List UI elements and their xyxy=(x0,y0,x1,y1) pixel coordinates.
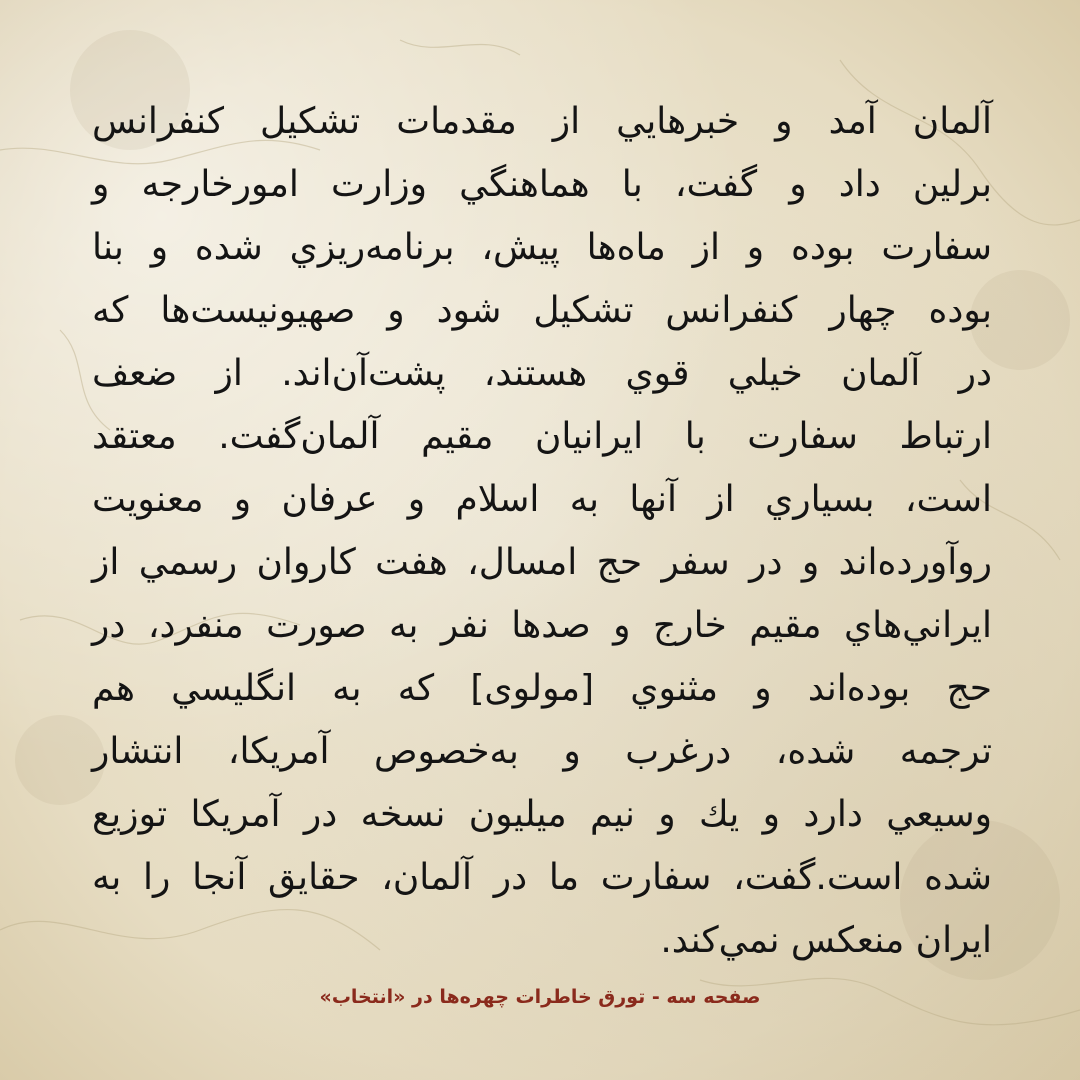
paragraph-line: آلمان آمد و خبرهايي از مقدمات تشكيل كنفرانس xyxy=(92,101,992,142)
paragraph-line: ايراني‌هاي مقيم خارج و صدها نفر به صورت منفرد، در xyxy=(92,605,992,646)
paragraph-line: ارتباط سفارت با ايرانيان مقيم آلمان‌گفت. معتقد xyxy=(92,416,992,457)
article-paragraph xyxy=(92,90,992,972)
paragraph-line: وسيعي دارد و يك و نيم ميليون نسخه در آمريكا توزيع xyxy=(92,794,992,835)
paragraph-line: روآورده‌اند و در سفر حج امسال، هفت كاروان رسمي از xyxy=(92,542,992,583)
paragraph-line: بوده چهار كنفرانس تشكيل شود و صهيونيست‌ها كه xyxy=(92,290,992,331)
paragraph-line: سفارت بوده و از ماه‌ها پيش، برنامه‌ريزي شده و بنا xyxy=(92,227,992,268)
paragraph-line: حج بوده‌اند و مثنوي [مولوی] كه به انگليسي هم xyxy=(92,668,992,709)
paragraph-line: ترجمه شده، درغرب و به‌خصوص آمريكا، انتشار xyxy=(92,731,992,772)
paragraph-line: برلين داد و گفت، با هماهنگي وزارت امورخارجه و xyxy=(92,164,992,205)
source-caption: صفحه سه - تورق خاطرات چهره‌ها در «انتخاب» xyxy=(319,986,761,1008)
paragraph-line: شده است.گفت، سفارت ما در آلمان، حقايق آنجا را به xyxy=(92,857,992,898)
paragraph-line: ايران منعكس نمي‌كند. xyxy=(660,920,992,961)
paragraph-line: است، بسياري از آنها به اسلام و عرفان و معنويت xyxy=(92,479,992,520)
paragraph-line: در آلمان خيلي قوي هستند، پشت‌آن‌اند. از ضعف xyxy=(92,353,992,394)
